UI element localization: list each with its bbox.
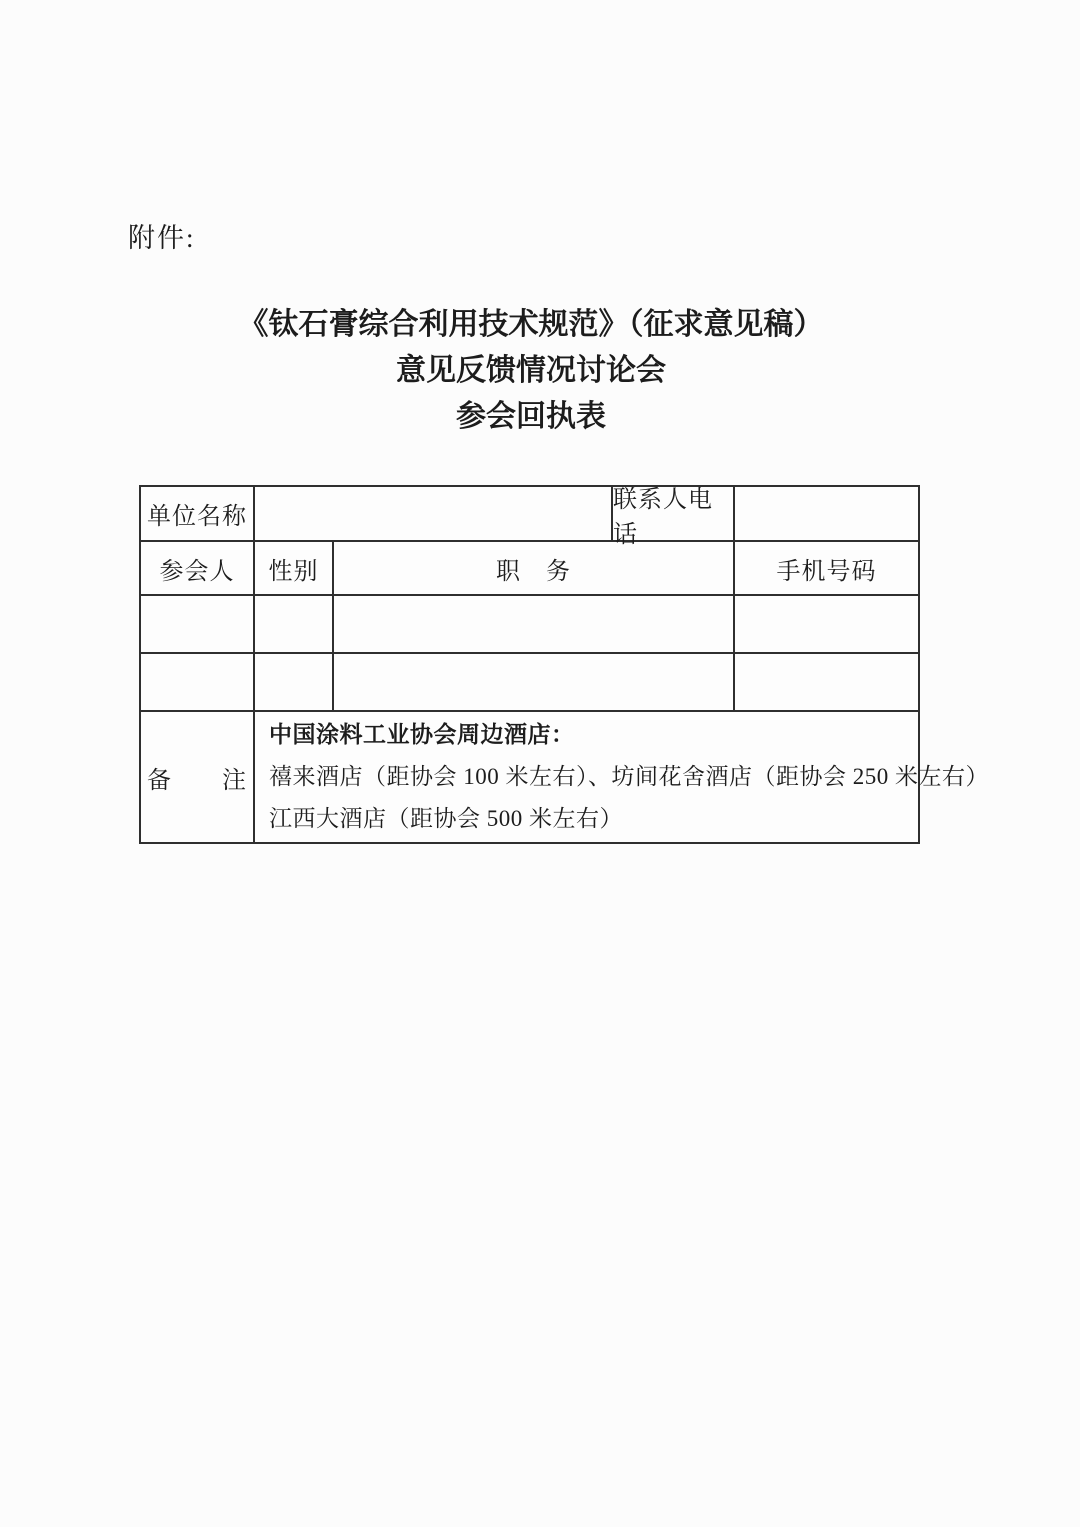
attendee-2-mobile-cell bbox=[735, 654, 918, 710]
remarks-label: 备 注 bbox=[141, 712, 255, 842]
attendee-2-gender-cell bbox=[255, 654, 334, 710]
gender-label: 性别 bbox=[255, 542, 334, 594]
row-attendee-entry-1 bbox=[141, 596, 918, 654]
document-title bbox=[139, 302, 923, 440]
attendee-1-gender-cell bbox=[255, 596, 334, 652]
title-line-3: 参会回执表 bbox=[456, 400, 606, 433]
remarks-hotel-line-1: 禧来酒店（距协会 100 米左右）、坊间花舍酒店（距协会 250 米左右） bbox=[269, 764, 989, 789]
title-line-2: 意见反馈情况讨论会 bbox=[396, 354, 666, 387]
attendee-label: 参会人 bbox=[141, 542, 255, 594]
remarks-content bbox=[255, 712, 999, 842]
contact-phone-value-cell bbox=[735, 487, 918, 540]
attendee-2-position-cell bbox=[334, 654, 735, 710]
title-line-1: 《钛石膏综合利用技术规范》（征求意见稿） bbox=[238, 308, 824, 341]
attachment-label: 附件: bbox=[128, 223, 196, 253]
position-label: 职 务 bbox=[334, 542, 735, 594]
reply-form-table bbox=[139, 485, 989, 844]
attendee-2-name-cell bbox=[141, 654, 255, 710]
unit-name-label: 单位名称 bbox=[141, 487, 255, 540]
row-attendee-entry-2 bbox=[141, 654, 918, 712]
row-remarks bbox=[141, 712, 989, 842]
mobile-label: 手机号码 bbox=[776, 558, 877, 585]
row-unit-name bbox=[141, 486, 918, 548]
row-column-headers bbox=[141, 542, 918, 596]
attendee-1-mobile-cell bbox=[735, 596, 918, 652]
remarks-heading: 中国涂料工业协会周边酒店： bbox=[269, 722, 575, 747]
attendee-1-name-cell bbox=[141, 596, 255, 652]
unit-name-value-cell bbox=[255, 487, 613, 540]
remarks-hotel-line-2: 江西大酒店（距协会 500 米左右） bbox=[269, 806, 623, 831]
contact-phone-label: 联系人电话 bbox=[613, 487, 735, 540]
attendee-1-position-cell bbox=[334, 596, 735, 652]
